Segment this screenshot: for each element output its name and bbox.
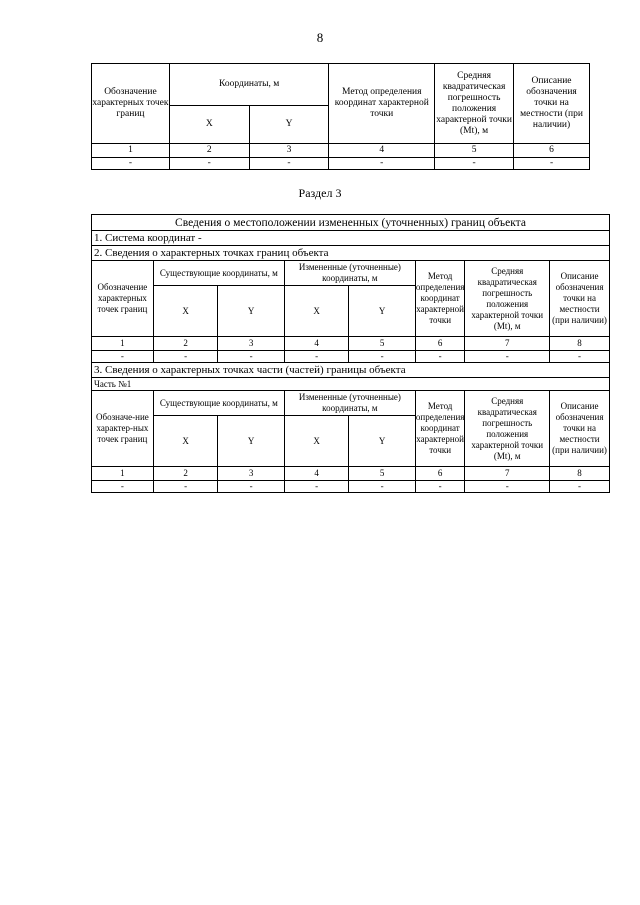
empty-cell: - <box>169 158 249 170</box>
header-point-designation: Обозначение характерных точек границ <box>92 64 170 144</box>
column-number: 5 <box>349 467 415 481</box>
column-number: 3 <box>218 467 285 481</box>
boundaries-table <box>91 214 610 493</box>
header-x: X <box>169 106 249 144</box>
header-existing-coordinates: Существующие координаты, м <box>153 391 284 416</box>
empty-cell: - <box>92 481 154 493</box>
empty-cell: - <box>514 158 590 170</box>
table-title: Сведения о местоположении измененных (уточненных) границ объекта <box>92 215 610 231</box>
empty-cell: - <box>415 351 465 363</box>
column-number: 2 <box>153 337 218 351</box>
empty-cell: - <box>550 351 610 363</box>
header-description: Описание обозначения точки на местности (при наличии) <box>514 64 590 144</box>
column-number: 1 <box>92 467 154 481</box>
header-y: Y <box>218 416 285 467</box>
header-point-designation: Обозначе-ние характер-ных точек границ <box>92 391 154 467</box>
column-number: 5 <box>349 337 415 351</box>
empty-cell: - <box>465 351 550 363</box>
header-y: Y <box>249 106 329 144</box>
empty-cell: - <box>349 351 415 363</box>
column-number: 3 <box>249 144 329 158</box>
column-number: 4 <box>284 467 348 481</box>
page-number: 8 <box>316 30 324 45</box>
empty-cell: - <box>284 351 348 363</box>
empty-cell: - <box>153 351 218 363</box>
column-number: 1 <box>92 144 170 158</box>
empty-cell: - <box>92 158 170 170</box>
part-label-row: Часть №1 <box>92 378 610 391</box>
empty-cell: - <box>249 158 329 170</box>
header-accuracy: Средняя квадратическая погрешность положения характерной точки (Mt), м <box>465 391 550 467</box>
header-coordinates: Координаты, м <box>169 64 329 106</box>
header-method: Метод определения координат характерной точки <box>329 64 435 144</box>
column-number: 7 <box>465 467 550 481</box>
column-number: 6 <box>514 144 590 158</box>
empty-cell: - <box>435 158 514 170</box>
empty-cell: - <box>92 351 154 363</box>
header-y: Y <box>349 416 415 467</box>
points-section-row: 2. Сведения о характерных точках границ объекта <box>92 246 610 261</box>
column-number: 8 <box>550 337 610 351</box>
empty-cell: - <box>218 351 285 363</box>
parts-section-row: 3. Сведения о характерных точках части (частей) границы объекта <box>92 363 610 378</box>
column-number: 6 <box>415 337 465 351</box>
column-number: 2 <box>169 144 249 158</box>
empty-cell: - <box>349 481 415 493</box>
column-number: 2 <box>153 467 218 481</box>
header-existing-coordinates: Существующие координаты, м <box>153 261 284 286</box>
header-accuracy: Средняя квадратическая погрешность положения характерной точки (Mt), м <box>435 64 514 144</box>
column-number: 8 <box>550 467 610 481</box>
header-x: X <box>284 416 348 467</box>
header-y: Y <box>218 286 285 337</box>
column-number: 7 <box>465 337 550 351</box>
header-point-designation: Обозначение характерных точек границ <box>92 261 154 337</box>
section-title: Раздел 3 <box>298 186 342 200</box>
column-number: 1 <box>92 337 154 351</box>
header-description: Описание обозначения точки на местности (при наличии) <box>550 391 610 467</box>
header-changed-coordinates: Измененные (уточненные) координаты, м <box>284 261 415 286</box>
header-description: Описание обозначения точки на местности (при наличии) <box>550 261 610 337</box>
empty-cell: - <box>218 481 285 493</box>
empty-cell: - <box>153 481 218 493</box>
empty-cell: - <box>415 481 465 493</box>
header-x: X <box>284 286 348 337</box>
header-x: X <box>153 416 218 467</box>
column-number: 6 <box>415 467 465 481</box>
column-number: 5 <box>435 144 514 158</box>
empty-cell: - <box>550 481 610 493</box>
column-number: 3 <box>218 337 285 351</box>
header-method: Метод определения координат характерной точки <box>415 261 465 337</box>
empty-cell: - <box>465 481 550 493</box>
header-changed-coordinates: Измененные (уточненные) координаты, м <box>284 391 415 416</box>
coordinate-system-row: 1. Система координат - <box>92 231 610 246</box>
header-method: Метод определения координат характерной точки <box>415 391 465 467</box>
header-x: X <box>153 286 218 337</box>
header-y: Y <box>349 286 415 337</box>
empty-cell: - <box>329 158 435 170</box>
points-table <box>91 63 590 170</box>
column-number: 4 <box>329 144 435 158</box>
column-number: 4 <box>284 337 348 351</box>
header-accuracy: Средняя квадратическая погрешность положения характерной точки (Mt), м <box>465 261 550 337</box>
empty-cell: - <box>284 481 348 493</box>
